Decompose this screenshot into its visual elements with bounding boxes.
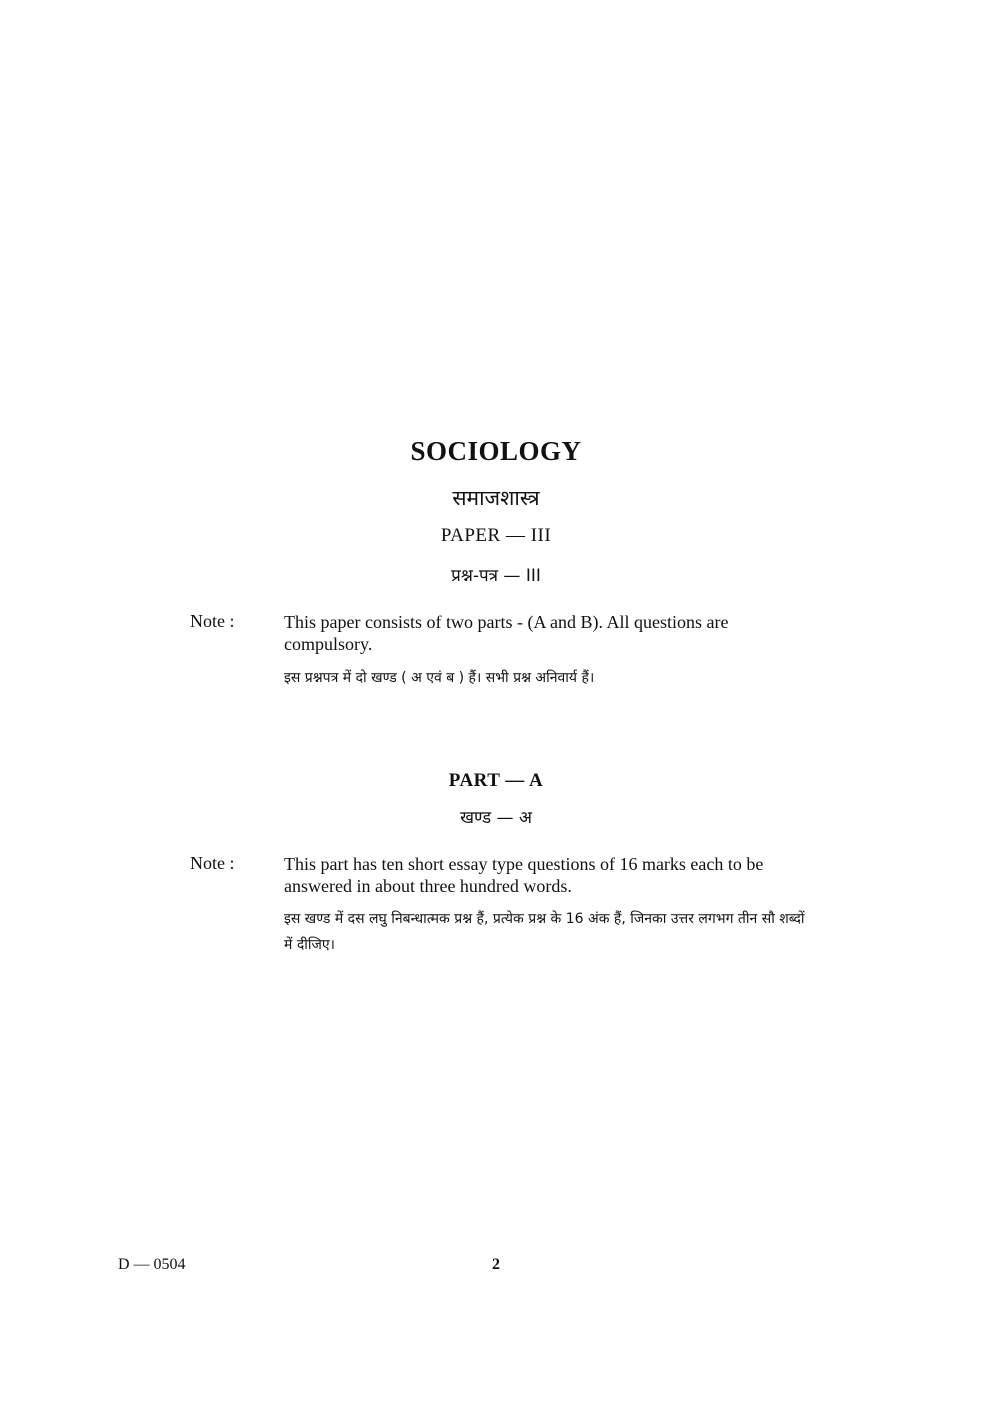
note-text-hindi: इस प्रश्नपत्र में दो खण्ड ( अ एवं ब ) हैं। सभी प्रश्न अनिवार्य हैं। bbox=[284, 670, 595, 686]
subject-title-hindi: समाजशास्त्र bbox=[452, 486, 540, 510]
part-title-hindi: खण्ड — अ bbox=[460, 808, 532, 828]
subject-title: SOCIOLOGY bbox=[410, 436, 582, 466]
part-note-text: This part has ten short essay type questions of 16 marks each to be answered in about three hundred words. bbox=[284, 854, 764, 896]
part-title: PART — A bbox=[448, 770, 544, 791]
note-text: This paper consists of two parts - (A and B). All questions are compulsory. bbox=[284, 612, 729, 654]
note-label: Note : bbox=[190, 611, 235, 631]
paper-number: PAPER — III bbox=[440, 525, 552, 546]
paper-code: D — 0504 bbox=[118, 1256, 186, 1273]
part-note-text-hindi: इस खण्ड में दस लघु निबन्धात्मक प्रश्न हैं, प्रत्येक प्रश्न के 16 अंक हैं, जिनका उत्तर लगभग तीन सौ शब्दों में दीजिए। bbox=[284, 911, 805, 953]
paper-number-hindi: प्रश्न-पत्र — III bbox=[451, 566, 541, 586]
page-number: 2 bbox=[492, 1256, 500, 1273]
part-note-label: Note : bbox=[190, 853, 235, 873]
